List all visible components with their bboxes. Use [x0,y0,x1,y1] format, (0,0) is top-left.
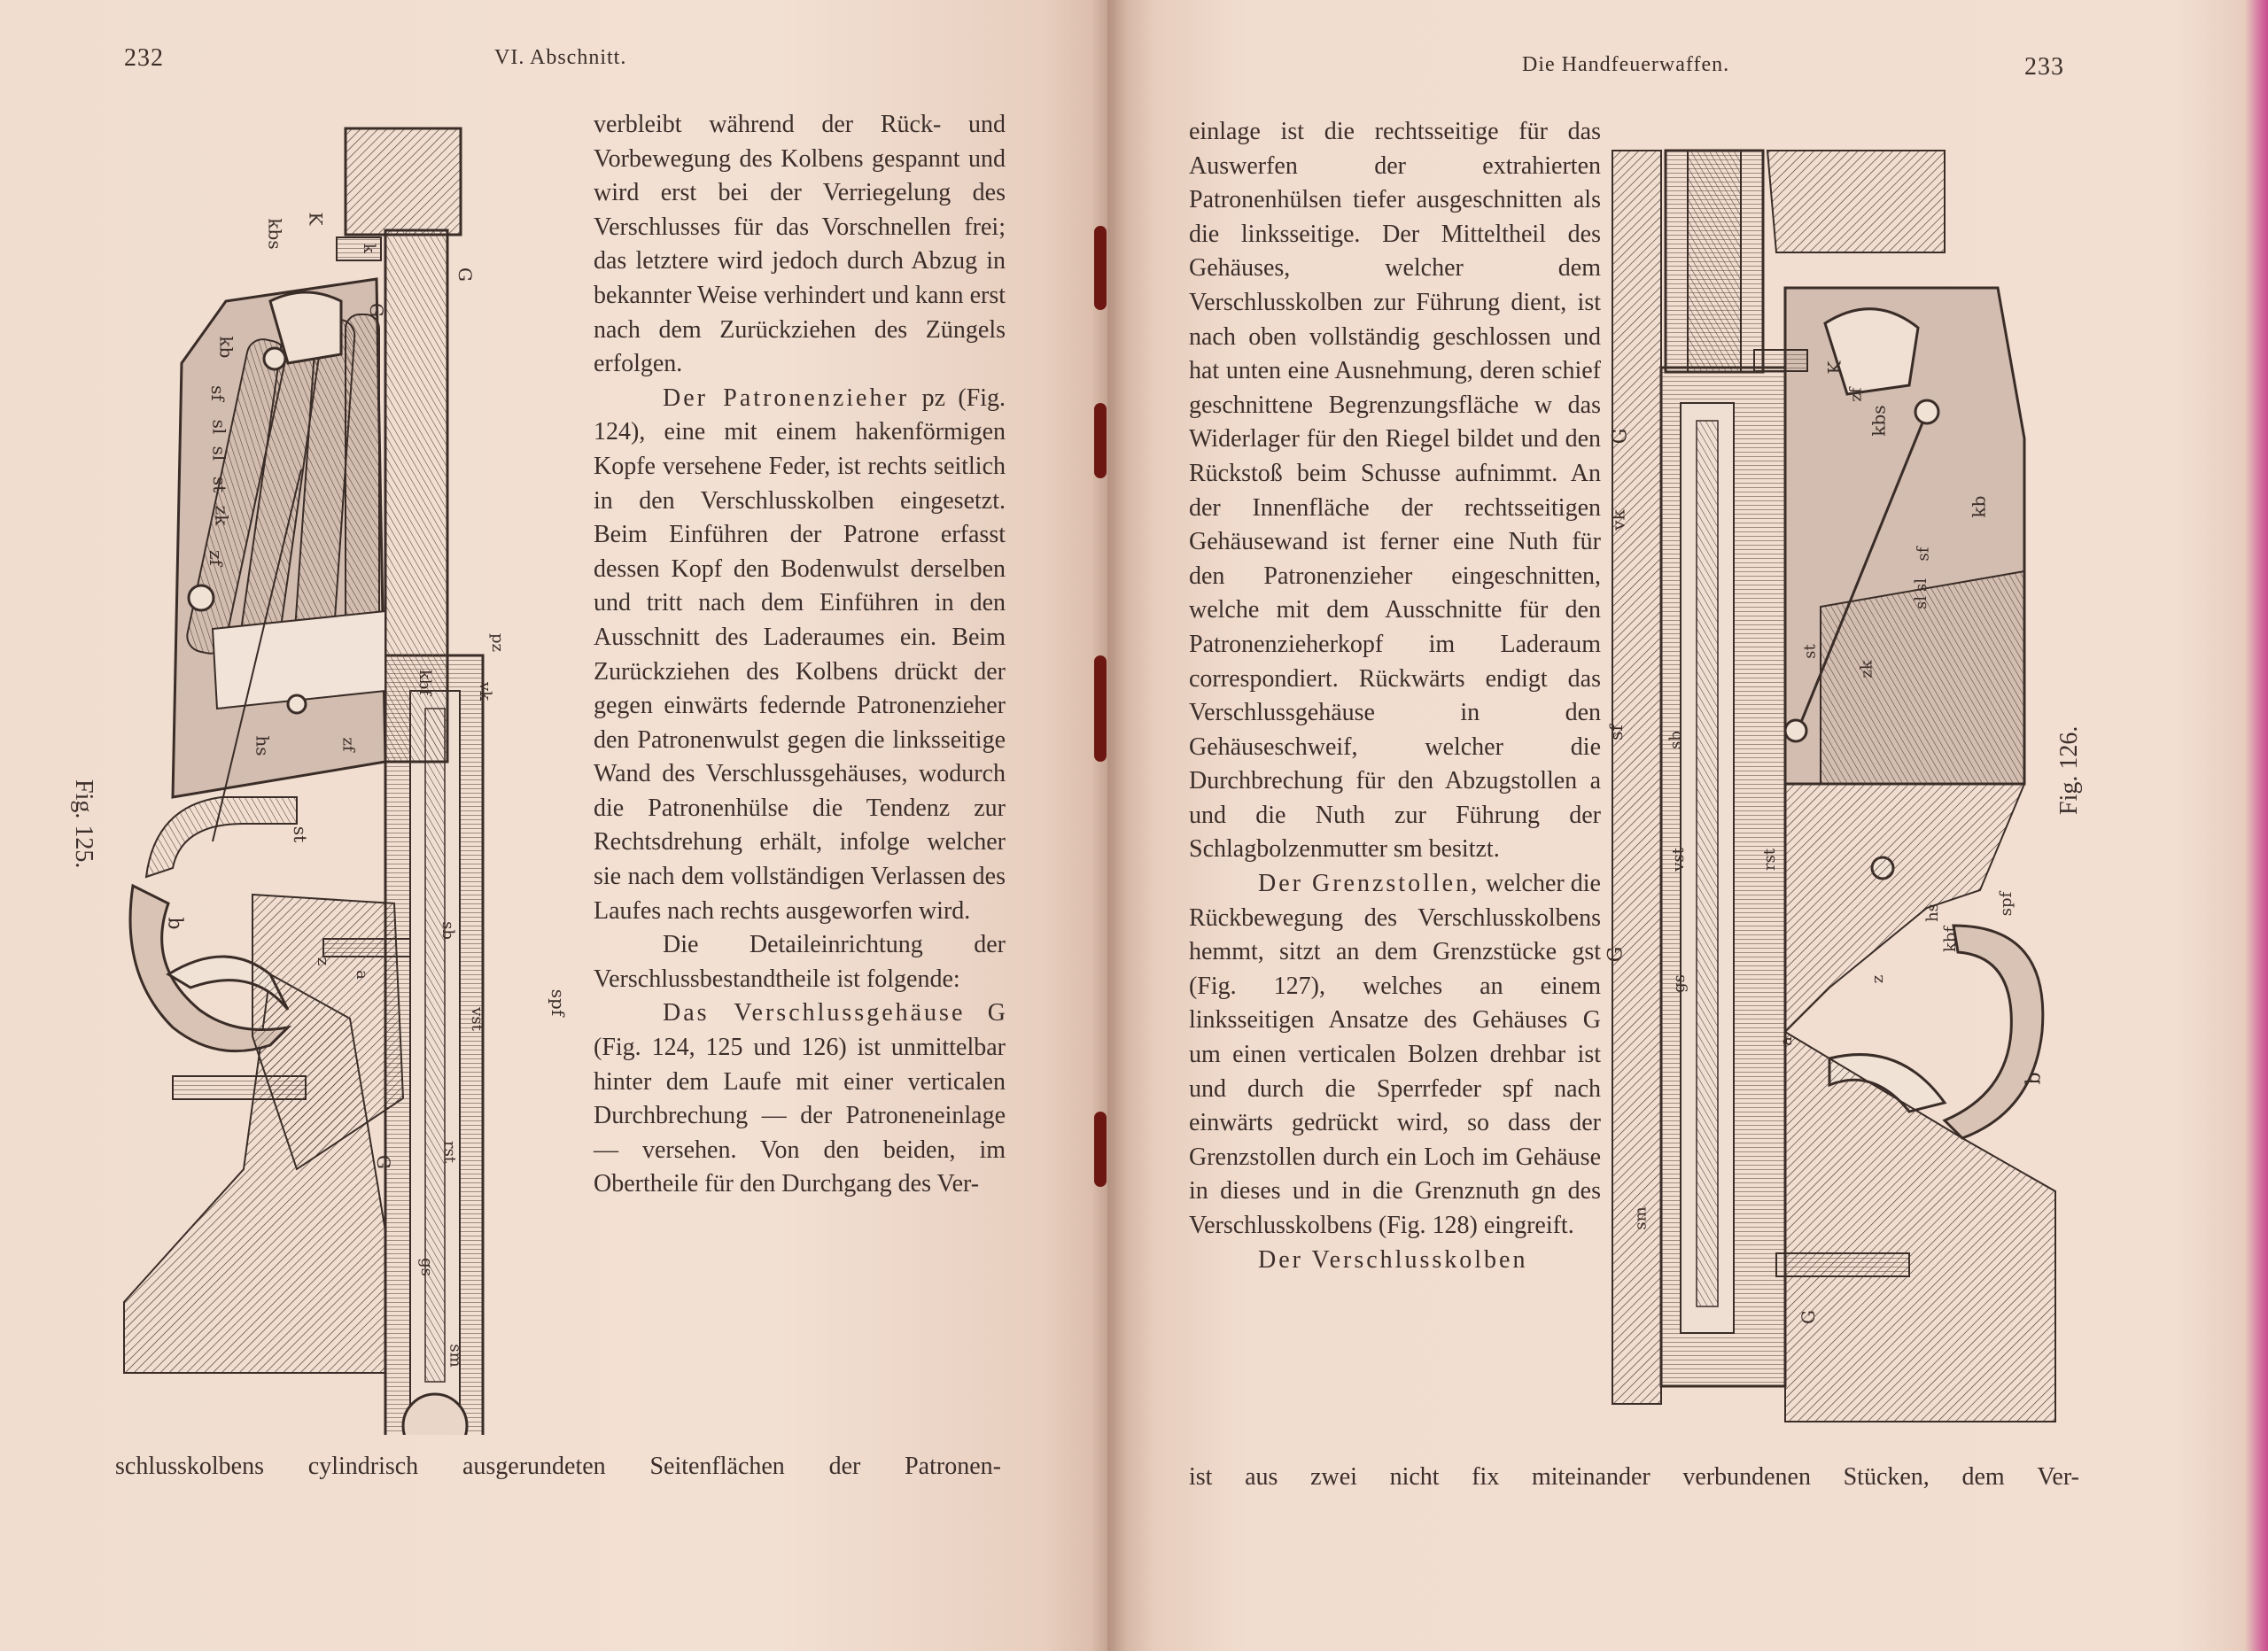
fig125-label: z [314,957,333,966]
fig126-label: G [1797,1310,1819,1324]
fig126-label: sb [1666,731,1685,749]
fig126-label: sl [1912,596,1930,609]
paragraph: Der Grenzstollen, welcher die Rückbewegung des Verschlusskolbens hemmt, sitzt an dem Grenzstücke gst (Fig. 127), welches an einem linksseitigen Ansatze des Gehäuses G um einen verticalen Bolzen drehbar ist und durch die Sperrfeder spf nach einwärts gedrückt wird, so dass der Grenzstollen durch ein Loch im Gehäuse in dieses und in die Grenznuth gn des Verschlusskolbens (Fig. 128) eingreift. [1189,870,1601,1239]
fig126-label: sl [1912,578,1930,592]
binding-stitch [1094,403,1107,478]
fig125-label: pz [488,632,508,653]
fig126-label: gs [1669,974,1689,993]
fig125-label: a [352,970,371,980]
fig126-label: rst [1760,848,1780,872]
paragraph: verbleibt während der Rück- und Vorbewegung des Kolbens gespannt und wird erst bei der Verriegelung des Verschlusses für das Vorschnellen frei; das letztere wird jedoch durch Abzug in bekannter Weise verhindert und kann erst nach dem Zurückziehen des Züngels erfolgen. [594,111,1006,378]
binding-stitch [1094,655,1107,762]
figure-126 [1604,146,2069,1439]
fig126-label: kb [1968,495,1990,518]
fig126-label: sf [1914,546,1933,562]
fig125-label: b [163,917,186,930]
fig125-label: hs [252,735,274,756]
fig126-label: vst [1668,848,1688,872]
right-page-number: 233 [2024,53,2064,81]
fig125-label: vk [476,681,495,701]
figure-125 [120,124,570,1435]
left-page-number: 232 [124,44,164,72]
fig125-label: sl [208,446,230,461]
fig126-label: hs [1922,903,1942,922]
fig126-label: zk [1857,660,1876,678]
paragraph: Der Verschlusskolben [1258,1245,1528,1274]
paragraph: Das Verschlussgehäuse G (Fig. 124, 125 und 126) ist unmittelbar hinter dem Laufe mit einer verticalen Durchbrechung — der Patroneneinlage — versehen. Von den beiden, im Obertheile für den Durchgang des Ver- [594,999,1006,1198]
fig125-label: sl [208,419,230,435]
fig125-label: G [454,267,476,282]
fig126-label: spf [1997,891,2016,917]
fig125-label: kbs [264,218,286,250]
fig125-label: sb [438,921,457,940]
figure-125-caption: Fig. 125. [70,779,97,869]
paragraph: einlage ist die rechtsseitige für das Auswerfen der extrahierten Patronenhülsen tiefer ausgeschnitten als die linksseitige. Der Mitteltheil des Gehäuses, welcher dem Verschlusskolben zur Führung dient, ist nach oben vollständig geschlossen und hat unten eine Ausnehmung, deren schief geschnittene Begrenzungsfläche w das Widerlager für den Riegel bildet und den Rückstoß beim Schusse aufnimmt. An der Innenfläche der rechtsseitigen Gehäusewand ist ferner eine Nuth für den Patronenzieher eingeschnitten, welche mit dem Ausschnitte für den Patronenzieherkopf im Laderaum correspondiert. Rückwärts endigt das Verschlussgehäuse in den Gehäuseschweif, welcher die Durchbrechung für den Abzugstollen a und die Nuth zur Führung der Schlagbolzenmutter sm besitzt. [1189,118,1601,864]
fig125-label: spf [548,988,570,1017]
fig125-label: K [305,212,327,226]
fig125-label: st [209,476,231,493]
right-running-head: Die Handfeuerwaffen. [1522,53,1730,76]
paragraph: Der Patronenzieher pz (Fig. 124), eine mit einem hakenförmigen Kopfe versehene Feder, ist rechts seitlich in den Verschlusskolben eingesetzt. Beim Einführen der Patrone erfasst dessen Kopf den Bodenwulst derselben und tritt nach dem Einführen in den Ausschnitt des Laderaumes ein. Beim Zurückziehen des Kolbens drückt der gegen einwärts federnde Patronenzieher den Patronenwulst gegen die linksseitige Wand des Verschlussgehäuses, wodurch die Patronenhülse die Tendenz zur Rechtsdrehung erhält, infolge welcher sie nach dem vollständigen Verlassen des Laufes nach rechts ausgeworfen wird. [594,384,1006,925]
rifle-cutaway-drawing-126 [1608,146,2069,1439]
fig125-label: gs [416,1258,436,1276]
right-column-text [1189,115,1601,1277]
fig125-label: sm [446,1344,465,1368]
fig126-label: b [2023,1072,2046,1085]
left-running-head: VI. Abschnitt. [494,46,627,69]
fig126-label: kbs [1868,405,1890,437]
fig126-label: z [1868,974,1888,984]
binding-stitch [1094,226,1107,310]
fig126-label: K [1823,360,1845,375]
fig125-label: rst [440,1140,460,1164]
left-column-text [594,108,1006,1202]
fig125-label: st [290,826,312,843]
fig126-label: kbf [1941,926,1961,953]
fig126-label: sm [1631,1206,1651,1230]
fig126-label: zf [1846,387,1866,402]
fig125-label: kb [215,336,237,359]
fig126-label: G [1609,428,1632,445]
fig126-label: vk [1607,509,1629,531]
fig125-label: sf [206,385,229,401]
fig125-label: zf [205,550,227,566]
binding-stitch [1094,1112,1107,1187]
rifle-cutaway-drawing-125 [120,124,558,1435]
fig126-label: sf [1604,725,1627,740]
fig125-label: G [372,1155,394,1169]
fig125-label: G [365,303,387,317]
fig125-label: k [359,244,378,253]
paragraph: Die Detaileinrichtung der Verschlussbestandtheile ist folgende: [594,931,1006,993]
fig125-label: zf [338,737,358,752]
right-full-width-line: ist aus zwei nicht fix miteinander verbundenen Stücken, dem Ver- [1189,1463,2079,1491]
fig126-label: a [1776,1036,1796,1046]
figure-126-caption: Fig. 126. [2055,725,2083,815]
fig126-label: st [1800,644,1820,659]
left-full-width-line: schlusskolbens cylindrisch ausgerundeten Seitenflächen der Patronen- [115,1453,1001,1480]
fig126-label: G [1604,946,1627,963]
fig125-label: vst [467,1007,486,1031]
fig125-label: zk [211,505,233,526]
fig125-label: kbf [416,669,435,696]
